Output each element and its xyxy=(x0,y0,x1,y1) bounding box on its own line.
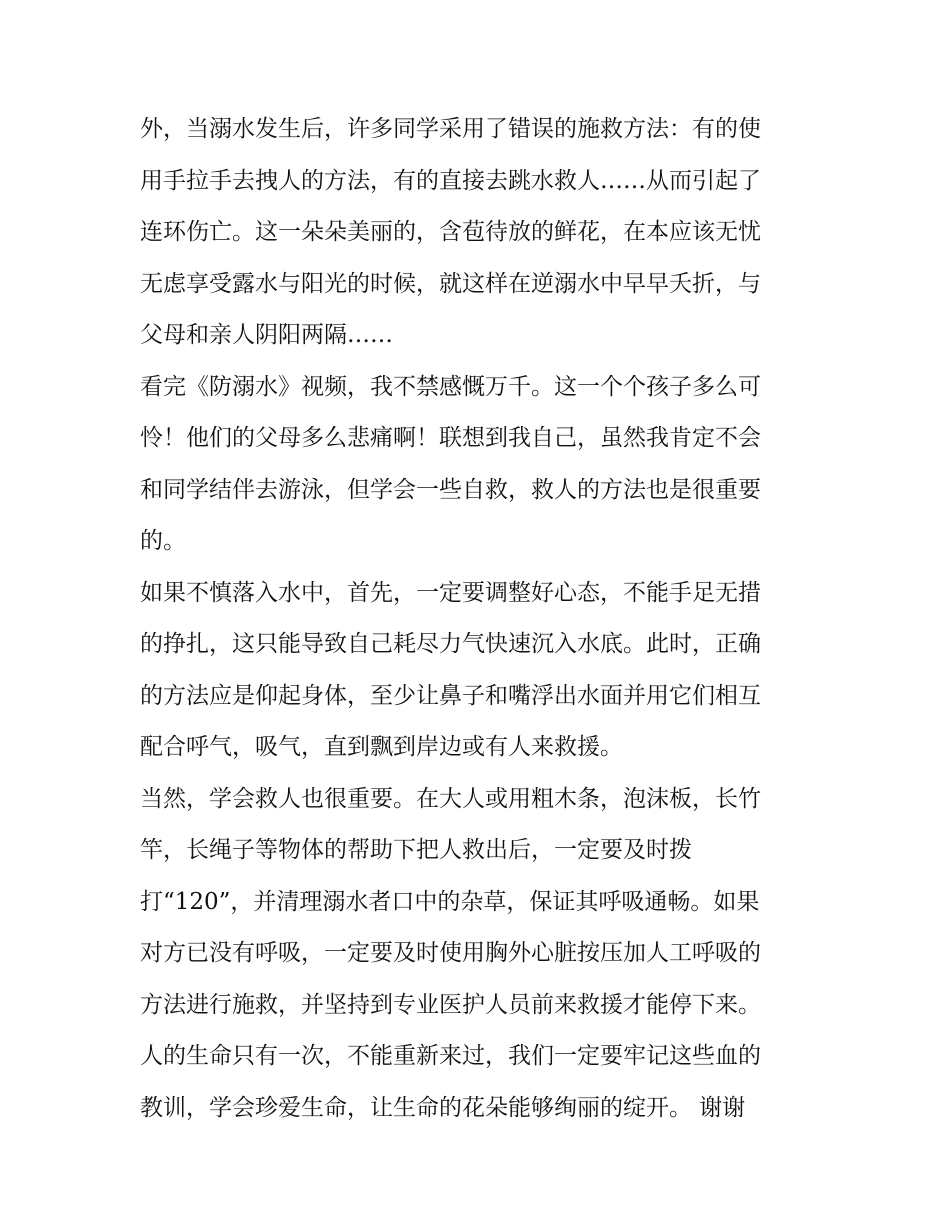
paragraph-4 xyxy=(140,774,812,1032)
text-line: 看完《防溺水》视频，我不禁感慨万千。这一个个孩子多么可 xyxy=(140,373,761,400)
text-line: 方法进行施救，并坚持到专业医护人员前来救援才能停下来。 xyxy=(140,991,761,1018)
text-line: 的。 xyxy=(140,528,186,554)
text-line: 教训，学会珍爱生命，让生命的花朵能够绚丽的绽开。 谢谢 xyxy=(140,1094,746,1121)
text-line: 怜！他们的父母多么悲痛啊！联想到我自己，虽然我肯定不会 xyxy=(140,425,761,451)
text-line: 父母和亲人阴阳两隔…… xyxy=(140,322,393,348)
text-line: 当然，学会救人也很重要。在大人或用粗木条，泡沫板，长竹 xyxy=(140,785,761,812)
text-line: 无虑享受露水与阳光的时候，就这样在逆溺水中早早夭折，与 xyxy=(140,270,761,297)
text-line: 连环伤亡。这一朵朵美丽的，含苞待放的鲜花，在本应该无忧 xyxy=(140,219,761,245)
text-line: 外，当溺水发生后，许多同学采用了错误的施救方法：有的使 xyxy=(140,116,761,142)
text-line: 和同学结伴去游泳，但学会一些自救，救人的方法也是很重要 xyxy=(140,476,761,503)
text-line: 配合呼气，吸气，直到飘到岸边或有人来救援。 xyxy=(140,734,623,760)
document-body xyxy=(140,104,812,1134)
text-line: 用手拉手去拽人的方法，有的直接去跳水救人……从而引起了 xyxy=(140,167,761,194)
paragraph-2 xyxy=(140,362,812,568)
paragraph-3 xyxy=(140,568,812,774)
text-line: 的方法应是仰起身体，至少让鼻子和嘴浮出水面并用它们相互 xyxy=(140,682,761,709)
text-line: 如果不慎落入水中，首先，一定要调整好心态，不能手足无措 xyxy=(140,579,761,606)
paragraph-1 xyxy=(140,104,812,362)
text-line: 竿，长绳子等物体的帮助下把人救出后，一定要及时拨 xyxy=(140,837,692,863)
text-line: 打“120”，并清理溺水者口中的杂草，保证其呼吸通畅。如果 xyxy=(140,888,760,915)
text-line: 人的生命只有一次，不能重新来过，我们一定要牢记这些血的 xyxy=(140,1043,761,1069)
text-line: 对方已没有呼吸，一定要及时使用胸外心脏按压加人工呼吸的 xyxy=(140,940,761,966)
text-line: 的挣扎，这只能导致自己耗尽力气快速沉入水底。此时，正确 xyxy=(140,631,761,657)
paragraph-5 xyxy=(140,1031,812,1134)
